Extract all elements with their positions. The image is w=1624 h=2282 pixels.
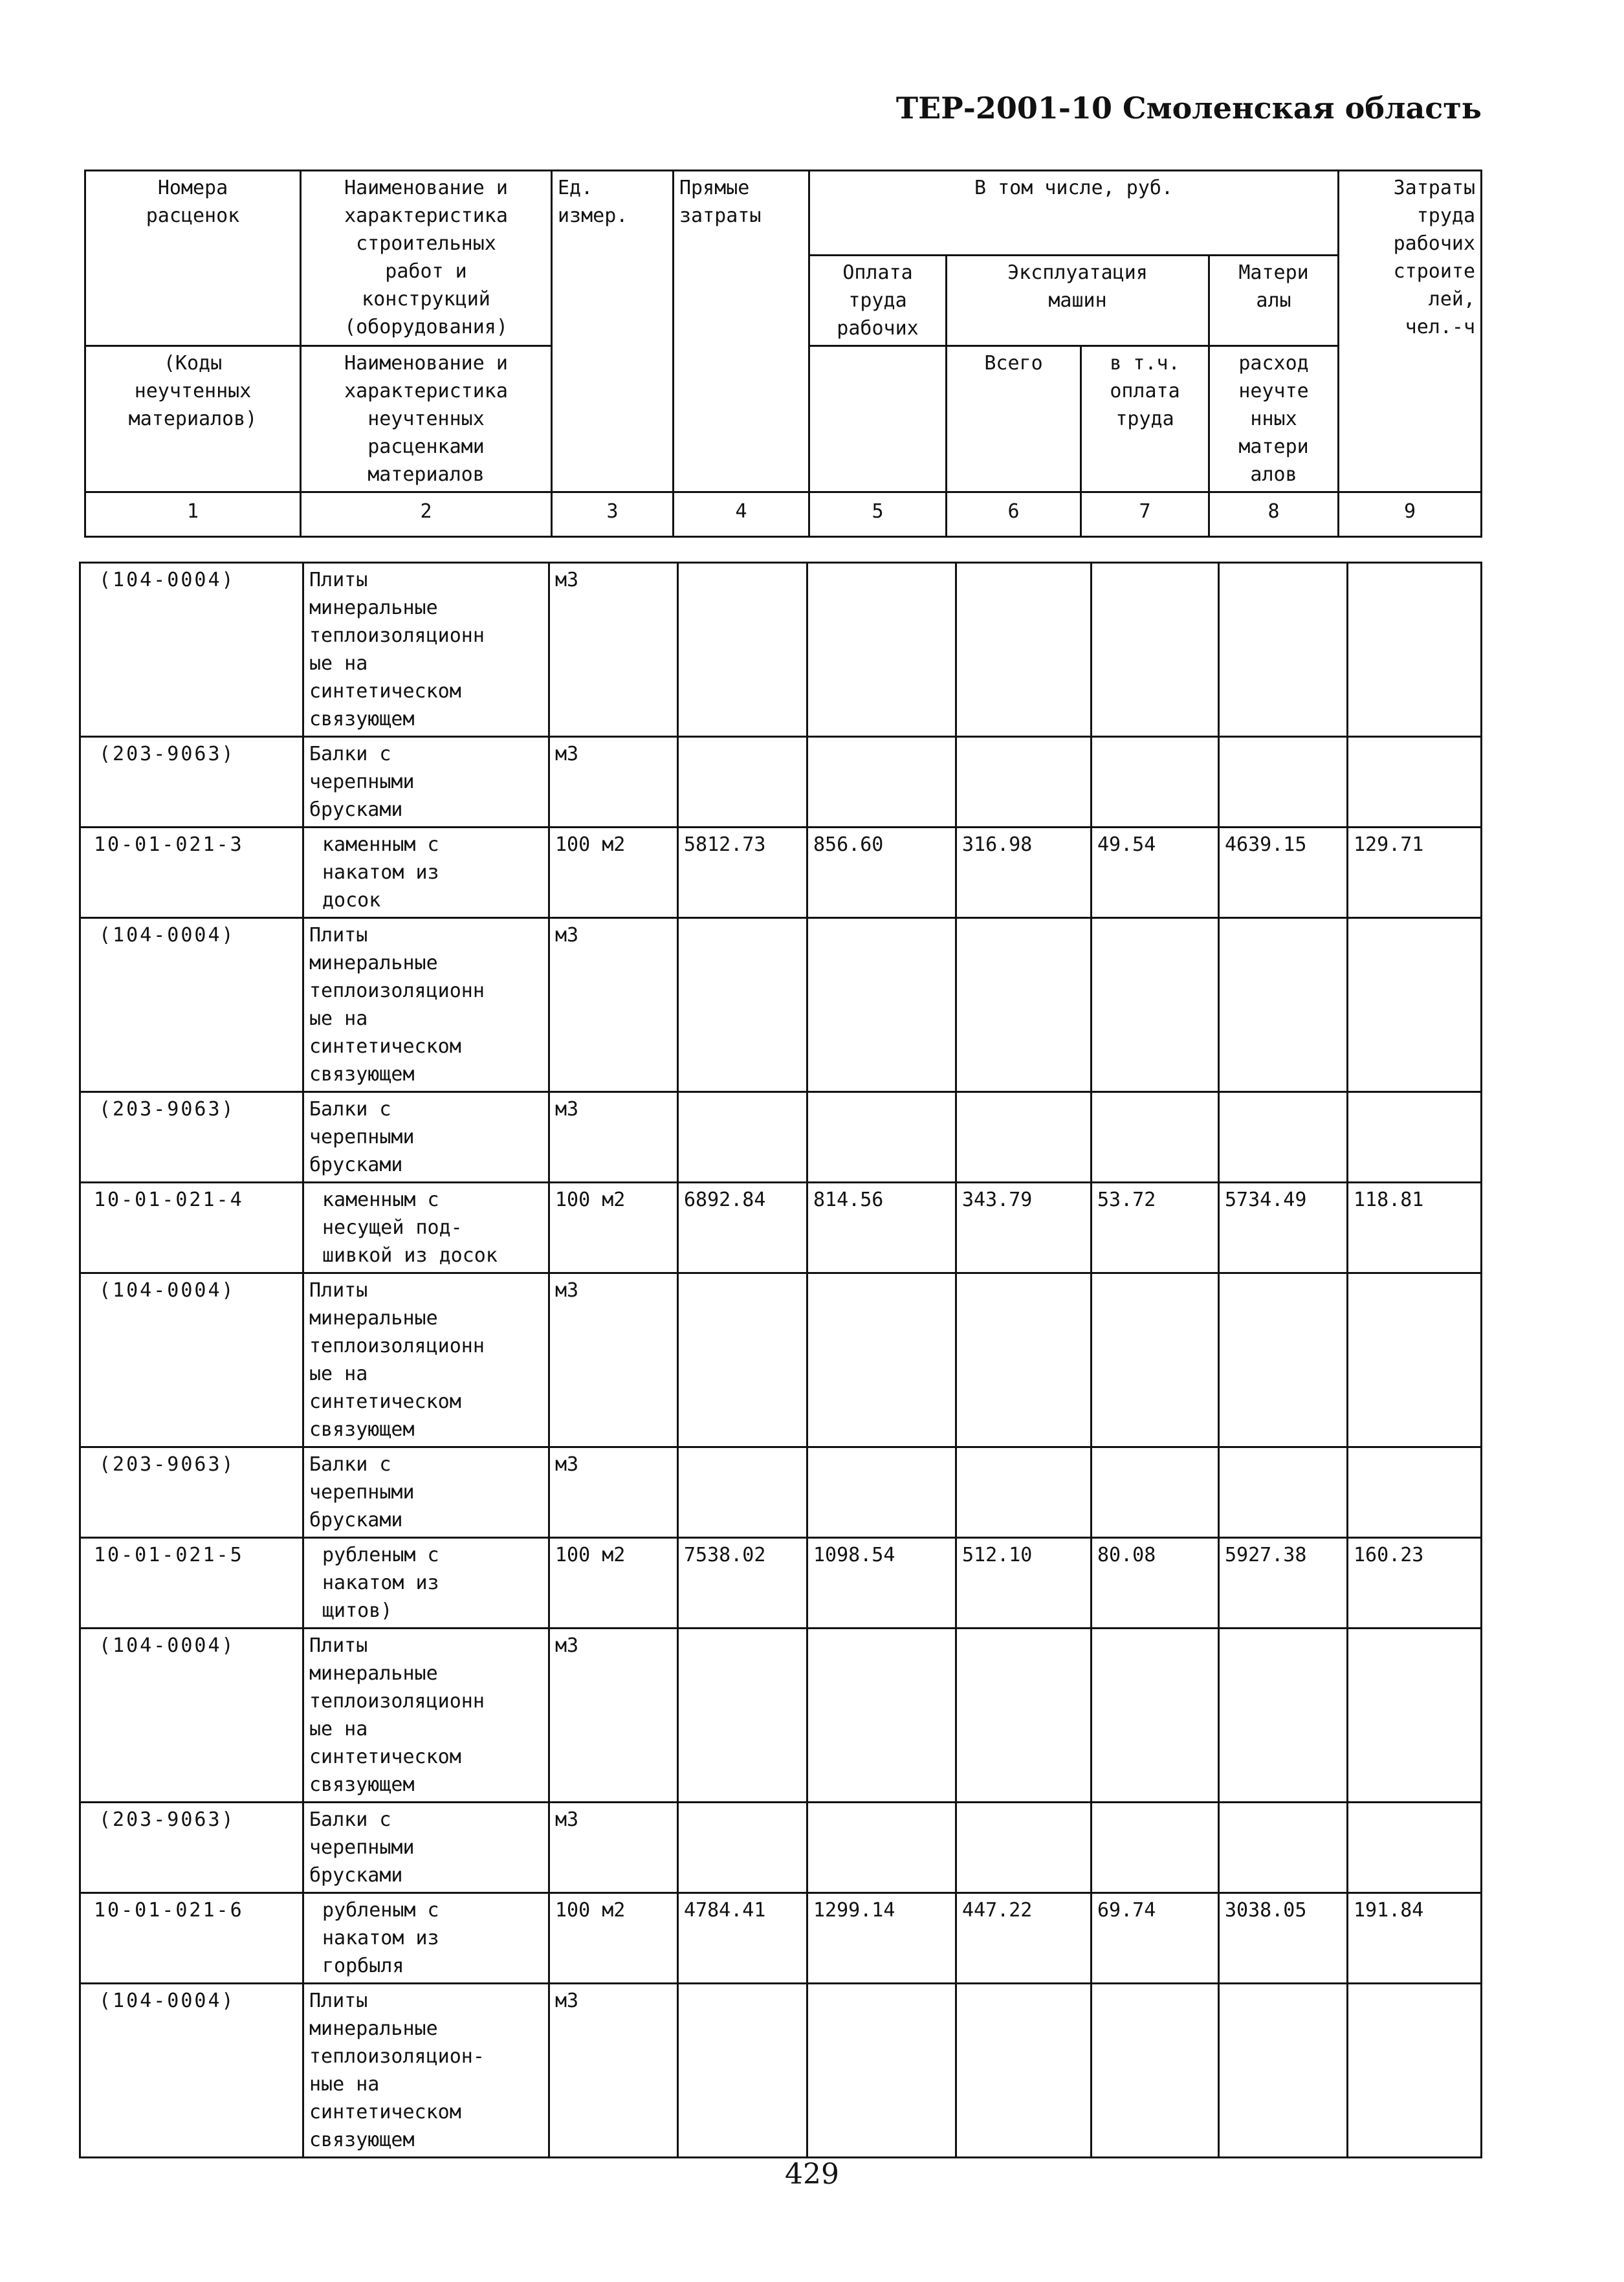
machines-cell	[956, 1984, 1092, 2158]
rates-table	[79, 562, 1482, 2158]
machines-cell: 447.22	[956, 1893, 1092, 1984]
machines-cell	[956, 563, 1092, 737]
header-c8-bottom: расход неучте нных матери алов	[1209, 346, 1339, 492]
machines-cell: 316.98	[956, 828, 1092, 918]
unit-cell: м3	[549, 563, 678, 737]
header-number: 8	[1209, 492, 1339, 537]
wages-cell	[807, 1629, 956, 1803]
materials-cell	[1219, 1092, 1348, 1183]
header-c6: Всего	[947, 346, 1081, 492]
unit-cell: м3	[549, 737, 678, 828]
rates-table-body	[80, 563, 1482, 2158]
machines-cell	[956, 1629, 1092, 1803]
materials-cell	[1219, 1803, 1348, 1893]
table-row	[80, 1183, 1482, 1273]
machine-wages-cell	[1092, 1984, 1219, 2158]
materials-cell: 5927.38	[1219, 1538, 1348, 1629]
materials-cell	[1219, 1984, 1348, 2158]
header-c2-top: Наименование и характеристика строительных работ и конструкций (оборудования)	[301, 171, 552, 346]
header-machines: Эксплуатация машин	[947, 256, 1209, 346]
page-number: 429	[785, 2158, 839, 2191]
table-row	[80, 1447, 1482, 1538]
materials-cell	[1219, 1629, 1348, 1803]
rate-code: 10-01-021-3	[80, 828, 303, 918]
work-name: каменным с накатом из досок	[303, 828, 549, 918]
labor-cell	[1348, 563, 1482, 737]
materials-cell: 3038.05	[1219, 1893, 1348, 1984]
work-name: Плиты минеральные теплоизоляционн ые на синтетическом связующем	[303, 1629, 549, 1803]
machines-cell	[956, 1803, 1092, 1893]
header-c9: Затраты труда рабочих строите лей, чел.-ч	[1339, 171, 1482, 492]
rate-code: (104-0004)	[80, 1273, 303, 1447]
direct-cost	[678, 1803, 807, 1893]
work-name: рубленым с накатом из щитов)	[303, 1538, 549, 1629]
wages-cell	[807, 918, 956, 1092]
machines-cell: 343.79	[956, 1183, 1092, 1273]
machine-wages-cell	[1092, 1803, 1219, 1893]
header-c1-bottom: (Коды неучтенных материалов)	[85, 346, 301, 492]
header-c5-empty	[809, 346, 947, 492]
direct-cost: 5812.73	[678, 828, 807, 918]
table-row	[80, 737, 1482, 828]
header-c2-bottom: Наименование и характеристика неучтенных расценками материалов	[301, 346, 552, 492]
rate-code: 10-01-021-4	[80, 1183, 303, 1273]
header-number: 2	[301, 492, 552, 537]
header-number: 1	[85, 492, 301, 537]
machine-wages-cell	[1092, 918, 1219, 1092]
work-name: каменным с несущей под- шивкой из досок	[303, 1183, 549, 1273]
machines-cell	[956, 737, 1092, 828]
table-row	[80, 918, 1482, 1092]
labor-cell: 191.84	[1348, 1893, 1482, 1984]
direct-cost	[678, 563, 807, 737]
header-number: 5	[809, 492, 947, 537]
machine-wages-cell: 53.72	[1092, 1183, 1219, 1273]
machines-cell	[956, 918, 1092, 1092]
work-name: Балки с черепными брусками	[303, 1447, 549, 1538]
machine-wages-cell: 69.74	[1092, 1893, 1219, 1984]
table-row	[80, 1984, 1482, 2158]
wages-cell: 1098.54	[807, 1538, 956, 1629]
header-c4: Прямые затраты	[674, 171, 809, 492]
header-c5: Оплата труда рабочих	[809, 256, 947, 346]
machine-wages-cell	[1092, 563, 1219, 737]
wages-cell: 1299.14	[807, 1893, 956, 1984]
unit-cell: м3	[549, 1803, 678, 1893]
wages-cell	[807, 1984, 956, 2158]
unit-cell: 100 м2	[549, 1183, 678, 1273]
work-name: Плиты минеральные теплоизоляцион- ные на синтетическом связующем	[303, 1984, 549, 2158]
labor-cell: 160.23	[1348, 1538, 1482, 1629]
labor-cell	[1348, 1092, 1482, 1183]
table-row	[80, 1893, 1482, 1984]
direct-cost	[678, 1629, 807, 1803]
labor-cell: 129.71	[1348, 828, 1482, 918]
header-number: 6	[947, 492, 1081, 537]
direct-cost	[678, 1092, 807, 1183]
rate-code: (203-9063)	[80, 1092, 303, 1183]
unit-cell: м3	[549, 1984, 678, 2158]
machine-wages-cell	[1092, 1629, 1219, 1803]
materials-cell: 4639.15	[1219, 828, 1348, 918]
header-including: В том числе, руб.	[809, 171, 1339, 256]
unit-cell: м3	[549, 1629, 678, 1803]
machines-cell	[956, 1092, 1092, 1183]
wages-cell	[807, 563, 956, 737]
materials-cell	[1219, 737, 1348, 828]
header-number: 3	[552, 492, 674, 537]
rate-code: (104-0004)	[80, 918, 303, 1092]
header-c3: Ед. измер.	[552, 171, 674, 492]
unit-cell: м3	[549, 1447, 678, 1538]
labor-cell	[1348, 1629, 1482, 1803]
rate-code: (203-9063)	[80, 1803, 303, 1893]
unit-cell: м3	[549, 1273, 678, 1447]
wages-cell	[807, 737, 956, 828]
machine-wages-cell: 80.08	[1092, 1538, 1219, 1629]
header-number: 9	[1339, 492, 1482, 537]
labor-cell	[1348, 1803, 1482, 1893]
header-table	[84, 170, 1482, 538]
work-name: Плиты минеральные теплоизоляционн ые на синтетическом связующем	[303, 1273, 549, 1447]
direct-cost	[678, 737, 807, 828]
work-name: Плиты минеральные теплоизоляционн ые на синтетическом связующем	[303, 918, 549, 1092]
header-number: 4	[674, 492, 809, 537]
direct-cost: 7538.02	[678, 1538, 807, 1629]
rate-code: (104-0004)	[80, 1629, 303, 1803]
header-number: 7	[1081, 492, 1209, 537]
labor-cell	[1348, 1447, 1482, 1538]
materials-cell	[1219, 918, 1348, 1092]
direct-cost	[678, 1273, 807, 1447]
direct-cost: 4784.41	[678, 1893, 807, 1984]
direct-cost	[678, 1984, 807, 2158]
work-name: Балки с черепными брусками	[303, 737, 549, 828]
rate-code: (104-0004)	[80, 563, 303, 737]
machine-wages-cell	[1092, 1273, 1219, 1447]
direct-cost: 6892.84	[678, 1183, 807, 1273]
machine-wages-cell: 49.54	[1092, 828, 1219, 918]
wages-cell: 856.60	[807, 828, 956, 918]
header-c1-top: Номера расценок	[85, 171, 301, 346]
materials-cell	[1219, 1273, 1348, 1447]
work-name: Балки с черепными брусками	[303, 1092, 549, 1183]
header-c7: в т.ч. оплата труда	[1081, 346, 1209, 492]
wages-cell	[807, 1273, 956, 1447]
materials-cell	[1219, 1447, 1348, 1538]
machine-wages-cell	[1092, 1447, 1219, 1538]
machines-cell: 512.10	[956, 1538, 1092, 1629]
wages-cell	[807, 1803, 956, 1893]
direct-cost	[678, 918, 807, 1092]
table-row	[80, 828, 1482, 918]
table-row	[80, 1629, 1482, 1803]
labor-cell	[1348, 1273, 1482, 1447]
work-name: Плиты минеральные теплоизоляционн ые на синтетическом связующем	[303, 563, 549, 737]
unit-cell: м3	[549, 918, 678, 1092]
machines-cell	[956, 1273, 1092, 1447]
table-row	[80, 563, 1482, 737]
materials-cell: 5734.49	[1219, 1183, 1348, 1273]
header-number-row	[85, 492, 1482, 537]
rate-code: (203-9063)	[80, 1447, 303, 1538]
table-row	[80, 1538, 1482, 1629]
labor-cell: 118.81	[1348, 1183, 1482, 1273]
table-row	[80, 1803, 1482, 1893]
labor-cell	[1348, 737, 1482, 828]
table-row	[80, 1092, 1482, 1183]
rate-code: (104-0004)	[80, 1984, 303, 2158]
unit-cell: 100 м2	[549, 1538, 678, 1629]
unit-cell: 100 м2	[549, 1893, 678, 1984]
unit-cell: 100 м2	[549, 828, 678, 918]
unit-cell: м3	[549, 1092, 678, 1183]
machines-cell	[956, 1447, 1092, 1538]
machine-wages-cell	[1092, 737, 1219, 828]
rate-code: 10-01-021-5	[80, 1538, 303, 1629]
work-name: Балки с черепными брусками	[303, 1803, 549, 1893]
machine-wages-cell	[1092, 1092, 1219, 1183]
header-c8-top: Матери алы	[1209, 256, 1339, 346]
labor-cell	[1348, 1984, 1482, 2158]
direct-cost	[678, 1447, 807, 1538]
document-title: ТЕР-2001-10 Смоленская область	[895, 91, 1482, 126]
work-name: рубленым с накатом из горбыля	[303, 1893, 549, 1984]
wages-cell: 814.56	[807, 1183, 956, 1273]
labor-cell	[1348, 918, 1482, 1092]
wages-cell	[807, 1447, 956, 1538]
table-row	[80, 1273, 1482, 1447]
rate-code: 10-01-021-6	[80, 1893, 303, 1984]
rate-code: (203-9063)	[80, 737, 303, 828]
materials-cell	[1219, 563, 1348, 737]
wages-cell	[807, 1092, 956, 1183]
